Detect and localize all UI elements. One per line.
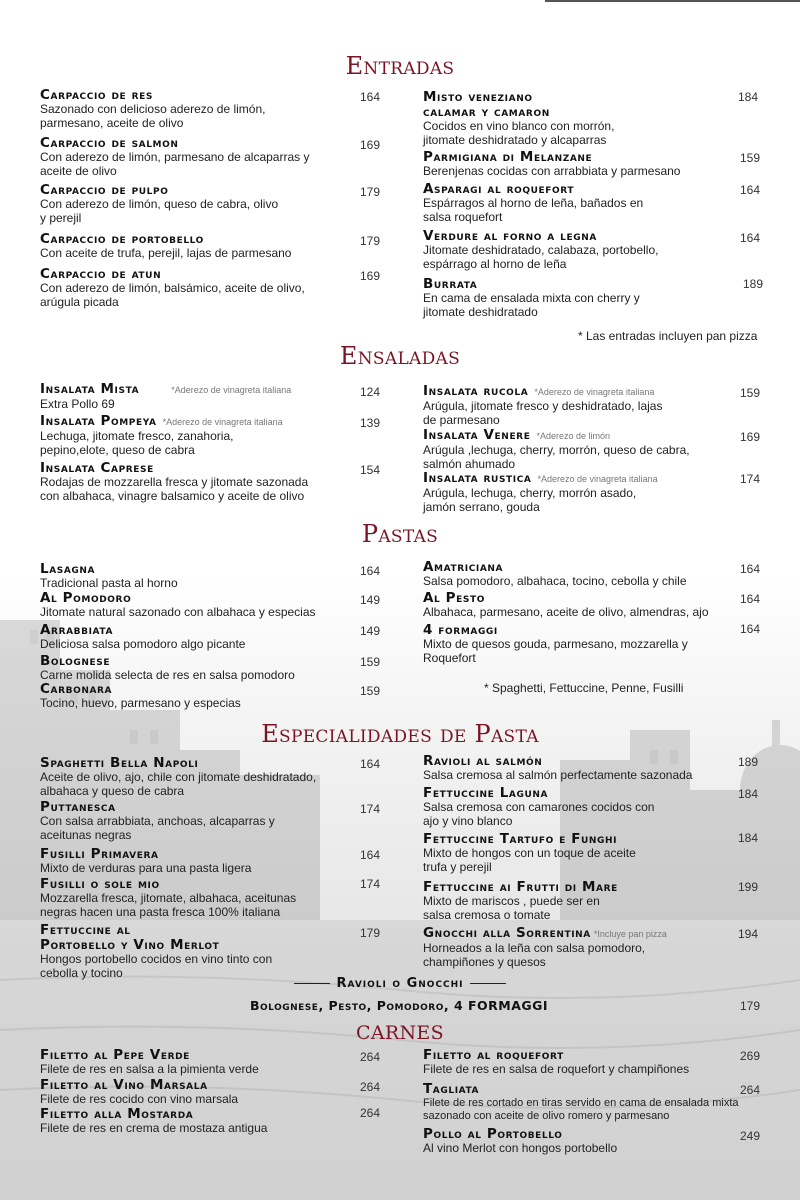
item-price: 269 xyxy=(739,1049,760,1063)
menu-item xyxy=(40,756,380,798)
item-name: Lasagna xyxy=(40,561,96,577)
item-price: 264 xyxy=(359,1050,380,1064)
item-description: Salsa cremosa al salmón perfectamente sazonada xyxy=(423,768,693,782)
item-description: Aceite de olivo, ajo, chile con jitomate deshidratado, albahaca y queso de cabra xyxy=(40,770,317,798)
item-price: 159 xyxy=(359,684,380,698)
menu-item xyxy=(40,1048,380,1077)
item-name: Filetto al Vino Marsala xyxy=(40,1077,208,1093)
item-price: 174 xyxy=(359,802,380,816)
item-description: Jitomate natural sazonado con albahaca y especias xyxy=(40,605,316,619)
menu-item xyxy=(40,414,380,457)
menu-item xyxy=(40,88,380,130)
top-rule xyxy=(545,0,800,2)
menu-item xyxy=(40,461,380,503)
item-price: 184 xyxy=(737,831,758,845)
item-name: Insalata rustica *Aderezo de vinagreta italiana xyxy=(423,470,658,486)
menu-item xyxy=(423,560,763,589)
item-price: 174 xyxy=(739,472,760,486)
item-name: Fusilli Primavera xyxy=(40,846,159,862)
item-description: Filete de res en crema de mostaza antigua xyxy=(40,1121,268,1135)
item-price: 179 xyxy=(359,185,380,199)
item-price: 159 xyxy=(739,386,760,400)
item-price: 264 xyxy=(359,1106,380,1120)
item-description: Salsa cremosa con camarones cocidos con ajo y vino blanco xyxy=(423,800,655,828)
item-name: 4 formaggi xyxy=(423,622,498,638)
item-description: Mixto de quesos gouda, parmesano, mozzarella y Roquefort xyxy=(423,637,688,665)
item-price: 159 xyxy=(739,151,760,165)
menu-item xyxy=(40,800,380,842)
heading-rule-right xyxy=(470,983,506,984)
menu-item xyxy=(40,654,380,683)
item-name: Carpaccio de portobello xyxy=(40,231,204,247)
item-price: 159 xyxy=(359,655,380,669)
item-price: 169 xyxy=(359,138,380,152)
item-description: Arúgula, jitomate fresco y deshidratado, lajas de parmesano xyxy=(423,399,663,427)
item-name: Amatriciana xyxy=(423,559,504,575)
item-price: 189 xyxy=(742,277,763,291)
menu-item xyxy=(40,847,380,876)
item-name: Spaghetti Bella Napoli xyxy=(40,755,199,771)
item-price: 264 xyxy=(739,1083,760,1097)
menu-item xyxy=(423,786,763,828)
item-name: Carpaccio de salmon xyxy=(40,135,179,151)
item-description: Sazonado con delicioso aderezo de limón, parmesano, aceite de olivo xyxy=(40,102,266,130)
item-name: Insalata Venere *Aderezo de limón xyxy=(423,427,611,443)
item-name: Al Pesto xyxy=(423,590,485,606)
item-name: Fettuccine Tartufo e Funghi xyxy=(423,831,618,847)
menu-item xyxy=(40,562,380,591)
item-name: Insalata rucola *Aderezo de vinagreta italiana xyxy=(423,383,655,399)
item-price: 164 xyxy=(359,564,380,578)
item-description: Con aderezo de limón, balsámico, aceite de olivo, arúgula picada xyxy=(40,281,305,309)
pastas-footnote: * Spaghetti, Fettuccine, Penne, Fusilli xyxy=(484,681,684,695)
menu-item xyxy=(40,923,380,980)
menu-item xyxy=(40,232,380,261)
item-name: Insalata Pompeya *Aderezo de vinagreta italiana xyxy=(40,413,283,429)
menu-item xyxy=(423,1082,763,1122)
item-description: Horneados a la leña con salsa pomodoro, champiñones y quesos xyxy=(423,941,646,969)
item-price: 184 xyxy=(737,90,758,104)
item-note: *Aderezo de vinagreta italiana xyxy=(171,385,292,395)
item-description: Con aceite de trufa, perejil, lajas de parmesano xyxy=(40,246,292,260)
item-description: Berenjenas cocidas con arrabbiata y parmesano xyxy=(423,164,681,178)
menu-item xyxy=(40,1078,380,1107)
menu-item xyxy=(40,682,380,711)
item-name: Fusilli o sole mio xyxy=(40,876,160,892)
ravioli-gnocchi-sauces: Bolognese, Pesto, Pomodoro, 4 FORMAGGI xyxy=(250,998,549,1013)
item-price: 154 xyxy=(359,463,380,477)
item-description: Arúgula, lechuga, cherry, morrón asado, jamón serrano, gouda xyxy=(423,486,637,514)
item-description: Con aderezo de limón, queso de cabra, olivo y perejil xyxy=(40,197,279,225)
item-description: Filete de res cortado en tiras servido en cama de ensalada mixta sazonado con aceite de olivo romero y parmesano xyxy=(423,1097,739,1122)
item-description: Mixto de hongos con un toque de aceite trufa y perejil xyxy=(423,846,636,874)
item-description: Al vino Merlot con hongos portobello xyxy=(423,1141,618,1155)
item-price: 194 xyxy=(737,927,758,941)
item-note: *Aderezo de vinagreta italiana xyxy=(534,387,655,397)
menu-item xyxy=(423,182,763,224)
menu-item xyxy=(40,382,380,412)
item-name: Carbonara xyxy=(40,681,113,697)
menu-item xyxy=(40,1107,380,1136)
item-name: Al Pomodoro xyxy=(40,590,132,606)
section-title-especialidades: Especialidades de Pasta xyxy=(261,720,539,748)
item-description: Con salsa arrabbiata, anchoas, alcaparras y aceitunas negras xyxy=(40,814,275,842)
menu-item xyxy=(423,1048,763,1077)
menu-item xyxy=(423,150,763,179)
item-description: Arúgula ,lechuga, cherry, morrón, queso de cabra, salmón ahumado xyxy=(423,443,690,471)
item-name: Filetto al Pepe Verde xyxy=(40,1047,190,1063)
menu-item xyxy=(40,623,380,652)
item-price: 189 xyxy=(737,755,758,769)
item-description: Lechuga, jitomate fresco, zanahoria, pepino,elote, queso de cabra xyxy=(40,429,234,457)
menu-item xyxy=(423,90,763,147)
item-description: Tradicional pasta al horno xyxy=(40,576,178,590)
item-price: 164 xyxy=(739,231,760,245)
item-price: 174 xyxy=(359,877,380,891)
menu-item xyxy=(423,591,763,620)
item-price: 184 xyxy=(737,787,758,801)
item-price: 179 xyxy=(359,234,380,248)
item-price: 249 xyxy=(739,1129,760,1143)
item-name: Ravioli al salmón xyxy=(423,753,543,769)
menu-item xyxy=(40,267,380,309)
item-name: Filetto al roquefort xyxy=(423,1047,564,1063)
item-name: Filetto alla Mostarda xyxy=(40,1106,194,1122)
item-description: Rodajas de mozzarella fresca y jitomate sazonada con albahaca, vinagre balsamico y aceite de olivo xyxy=(40,475,309,503)
item-name: Asparagi al roquefort xyxy=(423,181,575,197)
item-price: 199 xyxy=(737,880,758,894)
item-price: 264 xyxy=(359,1080,380,1094)
item-name-line2: calamar y camaron xyxy=(423,104,550,120)
menu-item xyxy=(423,754,763,783)
item-note: *Aderezo de limón xyxy=(536,431,611,441)
item-name: Misto veneziano xyxy=(423,89,533,105)
item-name: Carpaccio de res xyxy=(40,87,153,103)
item-name: Verdure al forno a legna xyxy=(423,228,597,244)
item-description: Tocino, huevo, parmesano y especias xyxy=(40,696,241,710)
item-description: Carne molida selecta de res en salsa pomodoro xyxy=(40,668,295,682)
item-name: Arrabbiata xyxy=(40,622,114,638)
ravioli-gnocchi-heading: Ravioli o Gnocchi xyxy=(0,976,800,991)
item-description: Mozzarella fresca, jitomate, albahaca, aceitunas negras hacen una pasta fresca 100% italiana xyxy=(40,891,297,919)
heading-rule-left xyxy=(294,983,330,984)
menu-item xyxy=(423,880,763,922)
item-description: Espárragos al horno de leña, bañados en salsa roquefort xyxy=(423,196,644,224)
item-name: Tagliata xyxy=(423,1081,480,1097)
item-description: Mixto de verduras para una pasta ligera xyxy=(40,861,252,875)
item-name: Burrata xyxy=(423,276,478,292)
item-description: Jitomate deshidratado, calabaza, portobello, espárrago al horno de leña xyxy=(423,243,659,271)
section-title-carnes: CARNES xyxy=(356,1022,444,1044)
item-note: *Aderezo de vinagreta italiana xyxy=(537,474,658,484)
item-price: 149 xyxy=(359,624,380,638)
item-description: En cama de ensalada mixta con cherry y jitomate deshidratado xyxy=(423,291,640,319)
item-price: 164 xyxy=(739,183,760,197)
item-price: 164 xyxy=(359,90,380,104)
menu-item xyxy=(423,832,763,874)
section-title-ensaladas: Ensaladas xyxy=(339,342,461,370)
item-name: Fettuccine Laguna xyxy=(423,785,549,801)
item-description: Filete de res en salsa de roquefort y champiñones xyxy=(423,1062,690,1076)
item-name: Carpaccio de atun xyxy=(40,266,162,282)
item-name: Puttanesca xyxy=(40,799,116,815)
section-title-entradas: Entradas xyxy=(345,52,455,80)
menu-item xyxy=(40,591,380,620)
item-name: Insalata Caprese xyxy=(40,460,154,476)
menu-item xyxy=(40,183,380,225)
item-description: Hongos portobello cocidos en vino tinto con cebolla y tocino xyxy=(40,952,273,980)
item-description: Con aderezo de limón, parmesano de alcaparras y aceite de olivo xyxy=(40,150,310,178)
menu-item xyxy=(40,136,380,178)
item-name: Fettuccine al xyxy=(40,922,131,938)
ravioli-gnocchi-price: 179 xyxy=(739,999,760,1013)
menu-item xyxy=(423,277,763,319)
menu-item xyxy=(423,471,763,514)
item-description: Mixto de mariscos , puede ser en salsa cremosa o tomate xyxy=(423,894,600,922)
item-description: Filete de res en salsa a la pimienta verde xyxy=(40,1062,259,1076)
item-description: Albahaca, parmesano, aceite de olivo, almendras, ajo xyxy=(423,605,709,619)
item-name: Gnocchi alla Sorrentina *Incluye pan pizza xyxy=(423,925,667,941)
item-price: 149 xyxy=(359,593,380,607)
menu-item xyxy=(423,428,763,471)
item-name: Parmigiana di Melanzane xyxy=(423,149,593,165)
item-price: 164 xyxy=(739,562,760,576)
item-name: Insalata Mista *Aderezo de vinagreta italiana xyxy=(40,381,292,397)
item-price: 124 xyxy=(359,385,380,399)
menu-item xyxy=(423,623,763,665)
item-price: 164 xyxy=(739,622,760,636)
item-name: Bolognese xyxy=(40,653,111,669)
entradas-footnote: * Las entradas incluyen pan pizza xyxy=(578,329,758,343)
item-description: Cocidos en vino blanco con morrón, jitomate deshidratado y alcaparras xyxy=(423,119,615,147)
menu-item xyxy=(40,877,380,919)
menu-item xyxy=(423,1127,763,1156)
menu-item xyxy=(423,384,763,427)
item-price: 179 xyxy=(359,926,380,940)
item-name: Fettuccine ai Frutti di Mare xyxy=(423,879,618,895)
menu-item xyxy=(423,229,763,271)
item-note: *Incluye pan pizza xyxy=(593,929,667,939)
item-price: 139 xyxy=(359,416,380,430)
item-price: 164 xyxy=(359,848,380,862)
item-description: Deliciosa salsa pomodoro algo picante xyxy=(40,637,246,651)
item-price: 164 xyxy=(739,592,760,606)
menu-item xyxy=(423,926,763,969)
item-note: *Aderezo de vinagreta italiana xyxy=(162,417,283,427)
item-description: Salsa pomodoro, albahaca, tocino, cebolla y chile xyxy=(423,574,687,588)
item-price: 164 xyxy=(359,757,380,771)
item-name: Pollo al Portobello xyxy=(423,1126,563,1142)
item-description: Extra Pollo 69 xyxy=(40,397,115,411)
item-name: Carpaccio de pulpo xyxy=(40,182,169,198)
item-name-line2: Portobello y Vino Merlot xyxy=(40,937,220,953)
item-price: 169 xyxy=(359,269,380,283)
item-price: 169 xyxy=(739,430,760,444)
section-title-pastas: Pastas xyxy=(361,520,439,548)
item-description: Filete de res cocido con vino marsala xyxy=(40,1092,239,1106)
